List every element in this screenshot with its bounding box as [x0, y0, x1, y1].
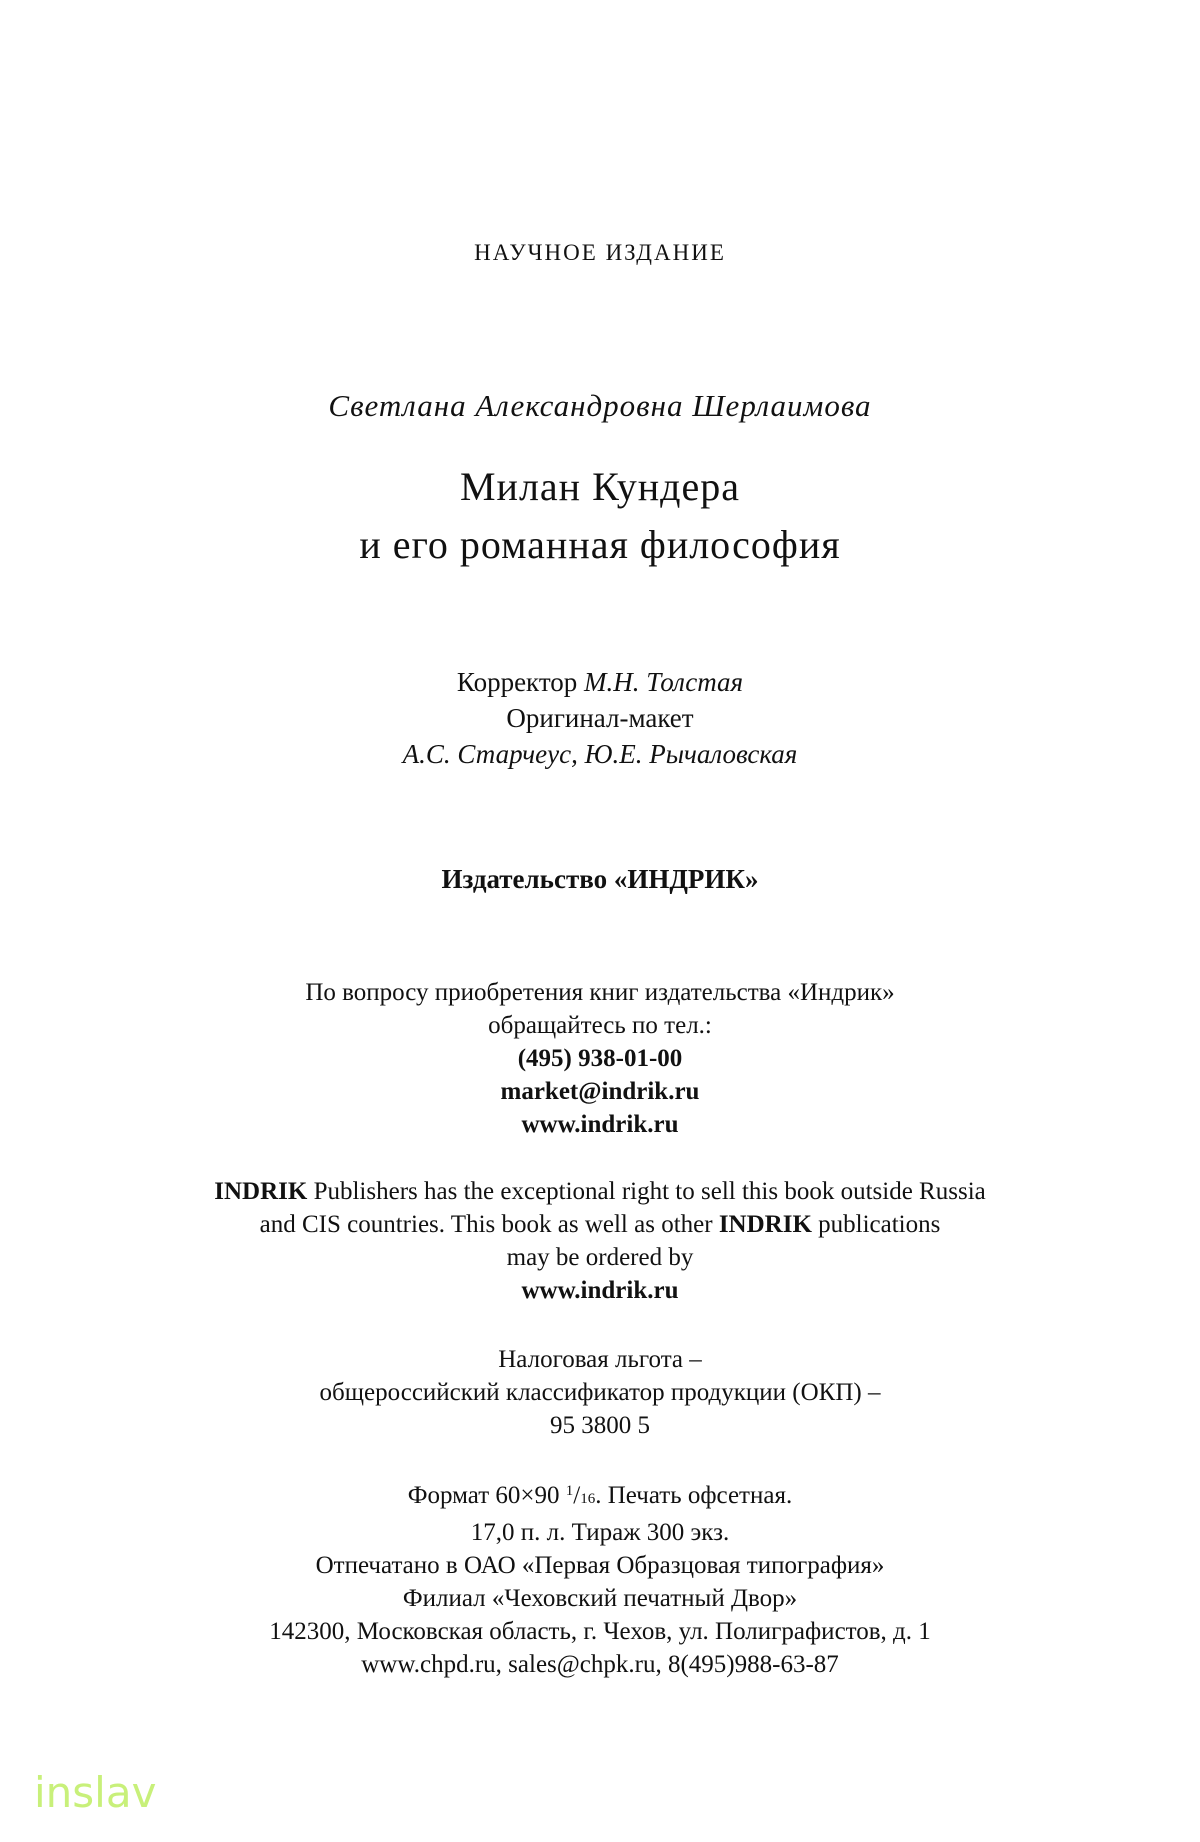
publisher-name: Издательство «ИНДРИК» [441, 864, 759, 894]
edition-type: НАУЧНОЕ ИЗДАНИЕ [474, 240, 726, 265]
english-line-1-text: Publishers has the exceptional right to sell this book outside Russia [307, 1178, 986, 1205]
print-info [0, 1475, 1200, 1681]
brand-indrik: INDRIK [718, 1211, 812, 1238]
format-fraction: $^1$/16 [565, 1482, 596, 1509]
contacts-line-2: обращайтесь по тел.: [488, 1012, 712, 1039]
print-line-6: www.chpd.ru, sales@chpk.ru, 8(495)988-63-87 [361, 1651, 839, 1678]
english-line-2-end: publications [811, 1211, 941, 1238]
english-line-3: may be ordered by [506, 1244, 694, 1271]
fraction-numerator: 1 [565, 1483, 574, 1499]
author-name: Светлана Александровна Шерлаимова [328, 388, 872, 423]
contact-email: market@indrik.ru [500, 1078, 700, 1105]
corrector-line [0, 664, 1200, 700]
credits [0, 664, 1200, 772]
format-prefix: Формат 60×90 [407, 1482, 566, 1509]
book-title-line-1: Милан Кундера [459, 464, 741, 509]
english-line-1 [0, 1175, 1200, 1208]
contacts-line-1: По вопросу приобретения книг издательства «Индрик» [305, 979, 895, 1006]
format-line [0, 1475, 1200, 1516]
tax-notice [0, 1343, 1200, 1442]
book-title [0, 458, 1200, 574]
contact-phone: (495) 938-01-00 [517, 1045, 683, 1072]
brand-indrik: INDRIK [214, 1178, 308, 1205]
watermark: inslav [34, 1768, 157, 1817]
tax-line-1: Налоговая льгота – [498, 1346, 702, 1373]
fraction-denominator: 16 [580, 1491, 596, 1507]
english-line-2 [0, 1208, 1200, 1241]
corrector-label: Корректор [456, 667, 578, 697]
corrector-name: М.Н. Толстая [584, 667, 744, 697]
print-line-2: 17,0 п. л. Тираж 300 экз. [470, 1519, 730, 1546]
contact-website: www.indrik.ru [521, 1111, 679, 1138]
purchase-contacts [0, 976, 1200, 1141]
tax-line-3: 95 3800 5 [550, 1412, 650, 1439]
print-line-4: Филиал «Чеховский печатный Двор» [402, 1585, 798, 1612]
print-line-3: Отпечатано в ОАО «Первая Образцовая типография» [315, 1552, 885, 1579]
format-suffix: . Печать офсетная. [595, 1482, 793, 1509]
english-line-2-start: and CIS countries. This book as well as other [259, 1211, 719, 1238]
layout-names: А.С. Старчеус, Ю.Е. Рычаловская [402, 739, 798, 769]
english-notice [0, 1175, 1200, 1307]
book-title-line-2: и его романная философия [359, 522, 841, 567]
tax-line-2: общероссийский классификатор продукции (ОКП) – [319, 1379, 881, 1406]
layout-label: Оригинал-макет [506, 703, 694, 733]
print-line-5: 142300, Московская область, г. Чехов, ул. Полиграфистов, д. 1 [269, 1618, 931, 1645]
english-website: www.indrik.ru [521, 1277, 679, 1304]
